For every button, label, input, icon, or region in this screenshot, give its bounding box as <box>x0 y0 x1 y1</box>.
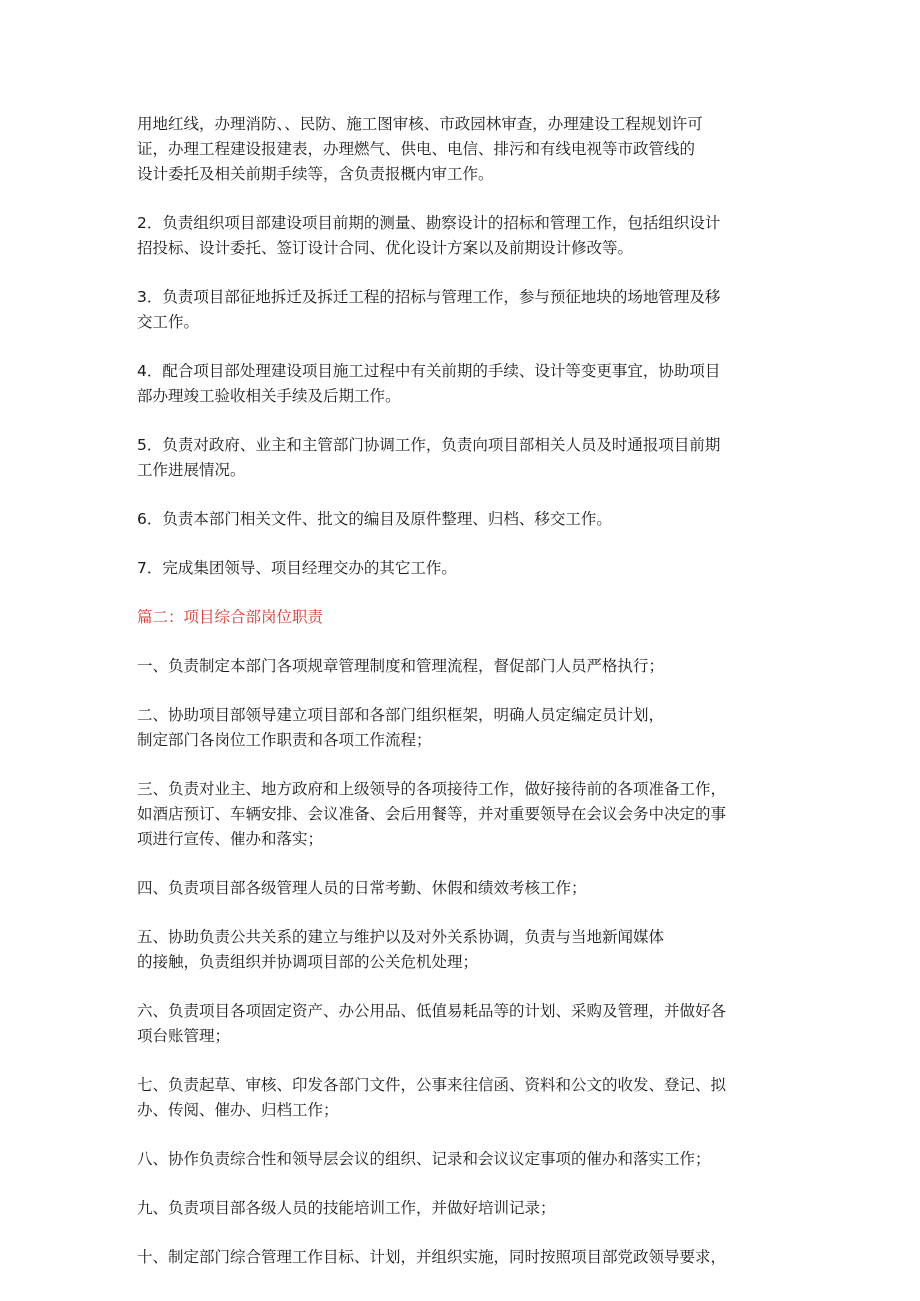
paragraph-item-7 <box>137 556 787 581</box>
text-line: 一、负责制定本部门各项规章管理制度和管理流程，督促部门人员严格执行； <box>137 657 665 675</box>
text-line: 用地红线，办理消防、、民防、施工图审核、市政园林审查，办理建设工程规划许可 <box>137 115 703 133</box>
text-line: 项台账管理； <box>137 1027 231 1045</box>
duty-item-8 <box>137 1147 787 1172</box>
duty-item-10 <box>137 1245 787 1270</box>
text-line: 7．完成集团领导、项目经理交办的其它工作。 <box>137 559 457 577</box>
text-line: 工作进展情况。 <box>137 461 246 479</box>
section-title <box>137 605 787 630</box>
text-line: 5．负责对政府、业主和主管部门协调工作，负责向项目部相关人员及时通报项目前期 <box>137 436 721 454</box>
paragraph-item-2 <box>137 211 787 261</box>
text-line: 办、传阅、催办、归档工作； <box>137 1101 339 1119</box>
duty-item-6 <box>137 999 787 1049</box>
section-title-text: 篇二：项目综合部岗位职责 <box>137 608 324 626</box>
text-line: 制定部门各岗位工作职责和各项工作流程； <box>137 731 432 749</box>
text-line: 招投标、设计委托、签订设计合同、优化设计方案以及前期设计修改等。 <box>137 239 634 257</box>
document-page <box>137 112 787 1294</box>
text-line: 6．负责本部门相关文件、批文的编目及原件整理、归档、移交工作。 <box>137 510 612 528</box>
text-line: 2．负责组织项目部建设项目前期的测量、勘察设计的招标和管理工作，包括组织设计 <box>137 214 721 232</box>
text-line: 六、负责项目各项固定资产、办公用品、低值易耗品等的计划、采购及管理，并做好各 <box>137 1002 727 1020</box>
duty-item-7 <box>137 1073 787 1123</box>
text-line: 九、负责项目部各级人员的技能培训工作，并做好培训记录； <box>137 1199 556 1217</box>
duty-item-4 <box>137 876 787 901</box>
paragraph-intro <box>137 112 787 187</box>
paragraph-item-6 <box>137 507 787 532</box>
duty-item-5 <box>137 925 787 975</box>
text-line: 项进行宣传、催办和落实； <box>137 830 324 848</box>
text-line: 三、负责对业主、地方政府和上级领导的各项接待工作，做好接待前的各项准备工作， <box>137 780 727 798</box>
duty-item-9 <box>137 1196 787 1221</box>
text-line: 五、协助负责公共关系的建立与维护以及对外关系协调，负责与当地新闻媒体 <box>137 928 665 946</box>
duty-item-1 <box>137 654 787 679</box>
text-line: 3．负责项目部征地拆迁及拆迁工程的招标与管理工作，参与预征地块的场地管理及移 <box>137 288 721 306</box>
paragraph-item-4 <box>137 359 787 409</box>
paragraph-item-5 <box>137 433 787 483</box>
paragraph-item-3 <box>137 285 787 335</box>
text-line: 如酒店预订、车辆安排、会议准备、会后用餐等，并对重要领导在会议会务中决定的事 <box>137 805 727 823</box>
duty-item-3 <box>137 777 787 852</box>
text-line: 部办理竣工验收相关手续及后期工作。 <box>137 387 401 405</box>
text-line: 设计委托及相关前期手续等，含负责报概内审工作。 <box>137 165 494 183</box>
duty-item-2 <box>137 703 787 753</box>
text-line: 交工作。 <box>137 313 200 331</box>
text-line: 二、协助项目部领导建立项目部和各部门组织框架，明确人员定编定员计划， <box>137 706 665 724</box>
text-line: 八、协作负责综合性和领导层会议的组织、记录和会议议定事项的催办和落实工作； <box>137 1150 711 1168</box>
text-line: 四、负责项目部各级管理人员的日常考勤、休假和绩效考核工作； <box>137 879 587 897</box>
text-line: 证，办理工程建设报建表，办理燃气、供电、电信、排污和有线电视等市政管线的 <box>137 140 696 158</box>
text-line: 十、制定部门综合管理工作目标、计划，并组织实施，同时按照项目部党政领导要求， <box>137 1248 727 1266</box>
text-line: 的接触，负责组织并协调项目部的公关危机处理； <box>137 953 479 971</box>
text-line: 七、负责起草、审核、印发各部门文件，公事来往信函、资料和公文的收发、登记、拟 <box>137 1076 727 1094</box>
text-line: 4．配合项目部处理建设项目施工过程中有关前期的手续、设计等变更事宜，协助项目 <box>137 362 721 380</box>
